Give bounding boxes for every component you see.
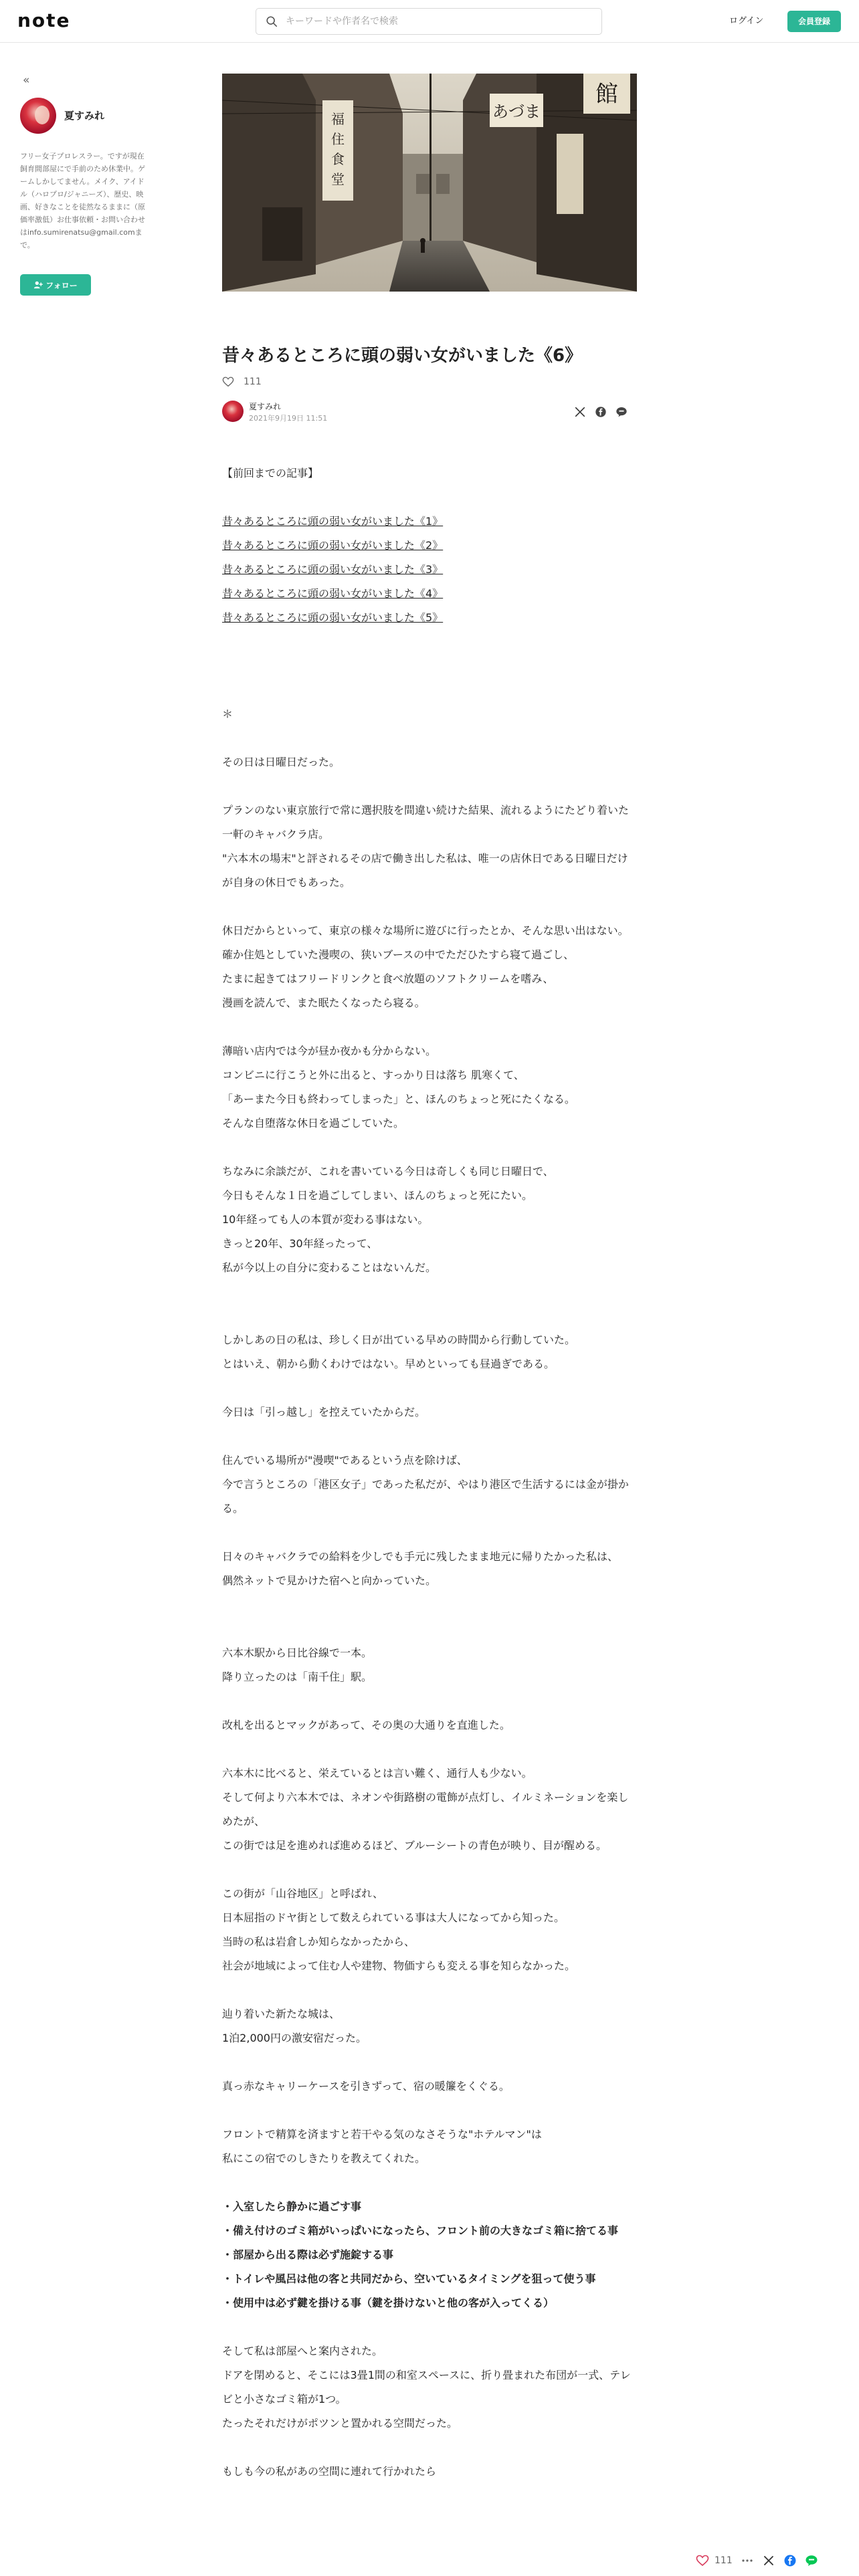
body-line: そして私は部屋へと案内された。 — [222, 2345, 383, 2357]
street-photo — [222, 74, 637, 292]
bottom-like[interactable] — [696, 2554, 733, 2567]
body-line: この街が「山谷地区」と呼ばれ、 — [222, 1887, 383, 1900]
article-title: 昔々あるところに頭の弱い女がいました《6》 — [222, 346, 583, 366]
bottom-action-bar — [696, 2545, 859, 2576]
body-paragraph — [222, 2123, 637, 2171]
line-icon[interactable] — [805, 2554, 818, 2567]
prev-article-link[interactable]: 昔々あるところに頭の弱い女がいました《2》 — [222, 539, 444, 552]
add-user-icon — [33, 280, 43, 290]
hero-sign-right: あづま — [492, 102, 541, 121]
body-line: ちなみに余談だが、これを書いている今日は奇しくも同じ日曜日で、 — [222, 1165, 554, 1178]
article-hero-image — [222, 74, 637, 292]
body-line: 薄暗い店内では今が昼か夜かも分からない。 — [222, 1045, 437, 1057]
facebook-icon — [595, 406, 607, 418]
house-rule-item: ・トイレや風呂は他の客と共同だから、空いているタイミングを狙って使う事 — [222, 2272, 596, 2285]
search-input[interactable] — [286, 16, 580, 27]
body-paragraph — [222, 1761, 637, 1858]
body-line: 降り立ったのは「南千住」駅。 — [222, 1671, 373, 1683]
body-line: 住んでいる場所が"漫喫"であるという点を除けば、 — [222, 1454, 468, 1467]
follow-button[interactable] — [20, 274, 91, 296]
rules-list — [222, 2195, 637, 2315]
body-line: 日々のキャバクラでの給料を少しでも手元に残したまま地元に帰りたかった私は、 — [222, 1550, 619, 1563]
house-rule-item: ・入室したら静かに過ごす事 — [222, 2200, 362, 2213]
x-icon — [574, 406, 586, 418]
body-line: この街では足を進めれば進めるほど、ブルーシートの青色が映り、目が醒める。 — [222, 1839, 607, 1852]
house-rule-item: ・使用中は必ず鍵を掛ける事（鍵を掛けないと他の客が入ってくる） — [222, 2296, 555, 2309]
creator-bio: フリー女子プロレスラー。ですが現在飼育間部屋にで手前のため休業中。ゲームしかしてません。メイク、アイドル（ハロプロ/ジャニーズ）、歴史、映画、好きなことを徒然なるままに（原価率激低）お仕事依頼・お問い合わせはinfo.sumirenatsu@gmail.comまで。 — [20, 152, 145, 249]
creator-avatar[interactable] — [20, 98, 56, 134]
body-paragraph — [222, 1882, 637, 1978]
search-box[interactable] — [256, 8, 602, 35]
body-line: "六本木の場末"と評されるその店で働き出した私は、唯一の店休日である日曜日だけが自身の休日でもあった。 — [222, 852, 628, 889]
body-paragraph — [222, 1400, 637, 1424]
body-line: 今日もそんな１日を過ごしてしまい、ほんのちょっと死にたい。 — [222, 1189, 533, 1202]
body-paragraph — [222, 1328, 637, 1376]
body-line: 日本屈指のドヤ街として数えられている事は大人になってから知った。 — [222, 1911, 565, 1924]
section-divider: ＊ — [222, 708, 233, 720]
body-line: 六本木駅から日比谷線で一本。 — [222, 1646, 373, 1659]
body-paragraph — [222, 2339, 637, 2436]
search-icon — [266, 15, 278, 27]
body-line: たまに起きてはフリードリンクと食べ放題のソフトクリームを嗜み、 — [222, 972, 554, 985]
body-line: 漫画を読んで、また眠たくなったら寝る。 — [222, 996, 425, 1009]
body-line: 私にこの宿でのしきたりを教えてくれた。 — [222, 2152, 426, 2165]
prev-article-link[interactable]: 昔々あるところに頭の弱い女がいました《3》 — [222, 563, 444, 576]
body-paragraph — [222, 1160, 637, 1280]
collapse-sidebar-icon[interactable]: « — [23, 74, 30, 87]
signup-button[interactable]: 会員登録 — [787, 11, 841, 32]
body-paragraph — [222, 2002, 637, 2050]
body-line: 六本木に比べると、栄えているとは言い難く、通行人も少ない。 — [222, 1767, 533, 1780]
publish-date: 2021年9月19日 11:51 — [249, 414, 328, 423]
share-x-button[interactable] — [573, 405, 587, 419]
body-paragraph — [222, 798, 637, 895]
follow-label: フォロー — [45, 280, 78, 290]
body-paragraph — [222, 2460, 637, 2484]
body-paragraph — [222, 1713, 637, 1737]
body-line: もしも今の私があの空間に連れて行かれたら — [222, 2465, 437, 2478]
body-line: 今日は「引っ越し」を控えていたからだ。 — [222, 1406, 426, 1418]
body-line: たったそれだけがポツンと置かれる空間だった。 — [222, 2417, 458, 2430]
line-icon — [615, 406, 628, 418]
body-line: 確か住処としていた漫喫の、狭いブースの中でただひたすら寝て過ごし、 — [222, 948, 575, 961]
x-icon[interactable] — [762, 2554, 775, 2567]
heart-icon[interactable] — [222, 376, 234, 388]
author-avatar[interactable] — [222, 401, 244, 422]
like-count[interactable]: 111 — [244, 377, 262, 387]
body-paragraph — [222, 1545, 637, 1593]
body-line: とはいえ、朝から動くわけではない。早めといっても昼過ぎである。 — [222, 1358, 555, 1370]
prev-article-link[interactable]: 昔々あるところに頭の弱い女がいました《5》 — [222, 611, 444, 624]
body-line: そして何より六本木では、ネオンや街路樹の電飾が点灯し、イルミネーションを楽しめたが、 — [222, 1791, 629, 1828]
house-rule-item: ・部屋から出る際は必ず施錠する事 — [222, 2248, 394, 2261]
body-line: プランのない東京旅行で常に選択肢を間違い続けた結果、流れるようにたどり着いた一軒のキャバクラ店。 — [222, 804, 630, 841]
prev-article-link[interactable]: 昔々あるところに頭の弱い女がいました《1》 — [222, 515, 444, 528]
body-line: 辿り着いた新たな城は、 — [222, 2008, 341, 2020]
facebook-icon[interactable] — [783, 2554, 797, 2567]
body-line: 真っ赤なキャリーケースを引きずって、宿の暖簾をくぐる。 — [222, 2080, 510, 2092]
body-line: 改札を出るとマックがあって、その奥の大通りを直進した。 — [222, 1719, 510, 1731]
body-paragraph — [222, 1641, 637, 1689]
share-facebook-button[interactable] — [593, 405, 608, 419]
body-line: 10年経っても人の本質が変わる事はない。 — [222, 1213, 429, 1226]
body-line: しかしあの日の私は、珍しく日が出ている早めの時間から行動していた。 — [222, 1333, 576, 1346]
body-line: きっと20年、30年経ったって、 — [222, 1237, 378, 1250]
hero-sign-top: 館 — [595, 81, 618, 108]
prev-heading: 【前回までの記事】 — [222, 467, 319, 479]
svg-text:住: 住 — [331, 131, 345, 147]
body-paragraph — [222, 1039, 637, 1136]
share-line-button[interactable] — [614, 405, 629, 419]
body-line: フロントで精算を済ますと若干やる気のなさそうな"ホテルマン"は — [222, 2128, 542, 2141]
body-paragraph — [222, 2074, 637, 2099]
body-line: 「あーまた今日も終わってしまった」と、ほんのちょっと死にたくなる。 — [222, 1093, 575, 1105]
heart-icon[interactable] — [696, 2554, 709, 2567]
article-like-area[interactable] — [222, 374, 262, 390]
body-paragraph — [222, 919, 637, 1015]
body-line: ドアを閉めると、そこには3畳1間の和室スペースに、折り畳まれた布団が一式、テレビと小さなゴミ箱が1つ。 — [222, 2369, 631, 2405]
bottom-like-count[interactable]: 111 — [714, 2555, 733, 2566]
body-line: 私が今以上の自分に変わることはないんだ。 — [222, 1261, 437, 1274]
body-line: 社会が地域によって住む人や建物、物価すらも変える事を知らなかった。 — [222, 1959, 576, 1972]
body-line: コンビニに行こうと外に出ると、すっかり日は落ち 肌寒くて、 — [222, 1069, 524, 1081]
article-body — [222, 461, 637, 2508]
body-line: 1泊2,000円の激安宿だった。 — [222, 2032, 367, 2044]
more-icon[interactable] — [741, 2554, 754, 2567]
creator-name[interactable]: 夏すみれ — [64, 110, 105, 122]
house-rule-item: ・備え付けのゴミ箱がいっぱいになったら、フロント前の大きなゴミ箱に捨てる事 — [222, 2224, 619, 2237]
body-line: 偶然ネットで見かけた宿へと向かっていた。 — [222, 1574, 437, 1587]
prev-links-list — [222, 510, 637, 630]
hero-sign-left: 福 — [331, 111, 345, 127]
svg-text:食: 食 — [331, 151, 345, 167]
body-line: 今で言うところの「港区女子」であった私だが、やはり港区で生活するには金が掛かる。 — [222, 1478, 629, 1515]
site-header — [0, 0, 859, 43]
prev-article-link[interactable]: 昔々あるところに頭の弱い女がいました《4》 — [222, 587, 444, 600]
body-line: 休日だからといって、東京の様々な場所に遊びに行ったとか、そんな思い出はない。 — [222, 924, 629, 937]
body-paragraph — [222, 1448, 637, 1521]
body-line: その日は日曜日だった。 — [222, 756, 341, 768]
body-line: そんな自堕落な休日を過ごしていた。 — [222, 1117, 405, 1130]
svg-text:堂: 堂 — [331, 171, 345, 187]
body-line: 当時の私は岩倉しか知らなかったから、 — [222, 1935, 415, 1948]
login-link[interactable]: ログイン — [729, 16, 764, 26]
note-logo[interactable]: note — [17, 9, 71, 31]
author-name[interactable]: 夏すみれ — [249, 402, 282, 411]
body-paragraph — [222, 750, 637, 774]
